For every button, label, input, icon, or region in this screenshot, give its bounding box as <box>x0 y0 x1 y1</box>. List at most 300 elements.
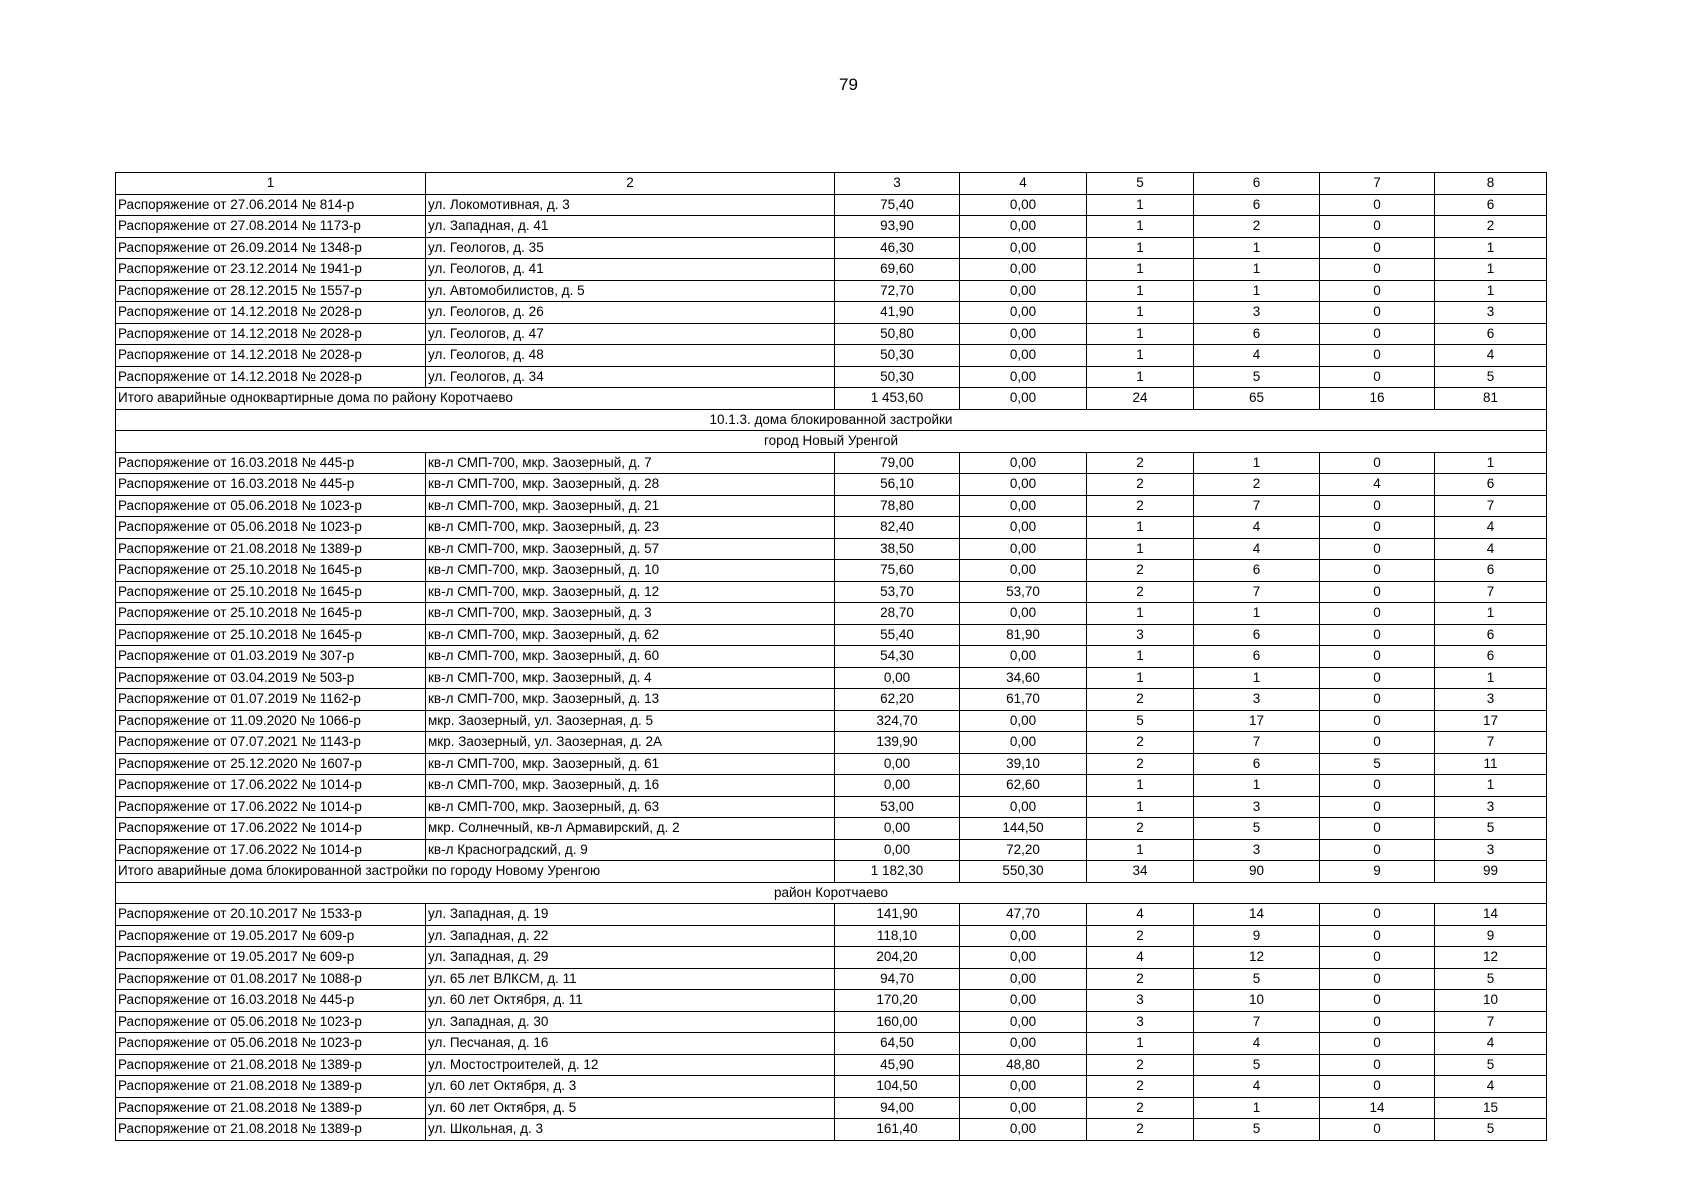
table-cell: ул. Локомотивная, д. 3 <box>426 194 835 216</box>
table-cell: 0,00 <box>960 517 1087 539</box>
total-cell: 34 <box>1087 861 1194 883</box>
table-cell: 0 <box>1320 1076 1435 1098</box>
table-row <box>116 646 1547 668</box>
table-cell: 5 <box>1320 753 1435 775</box>
table-cell: 1 <box>1194 1097 1320 1119</box>
table-cell: ул. Геологов, д. 34 <box>426 366 835 388</box>
table-cell: Распоряжение от 25.10.2018 № 1645-р <box>116 581 426 603</box>
table-cell: 1 <box>1435 775 1547 797</box>
total-cell: 81 <box>1435 388 1547 410</box>
table-cell: 6 <box>1194 323 1320 345</box>
table-cell: Распоряжение от 16.03.2018 № 445-р <box>116 990 426 1012</box>
table-cell: 75,60 <box>835 560 960 582</box>
table-cell: 7 <box>1194 581 1320 603</box>
table-cell: 6 <box>1435 323 1547 345</box>
total-cell: 65 <box>1194 388 1320 410</box>
total-cell: 24 <box>1087 388 1194 410</box>
total-cell: 9 <box>1320 861 1435 883</box>
table-cell: ул. Западная, д. 30 <box>426 1011 835 1033</box>
table-row <box>116 925 1547 947</box>
table-row <box>116 667 1547 689</box>
table-cell: 45,90 <box>835 1054 960 1076</box>
table-row <box>116 624 1547 646</box>
table-cell: 0 <box>1320 194 1435 216</box>
table-cell: 1 <box>1435 667 1547 689</box>
table-cell: 0 <box>1320 667 1435 689</box>
table-cell: 0,00 <box>960 259 1087 281</box>
table-cell: 6 <box>1435 474 1547 496</box>
table-cell: мкр. Солнечный, кв-л Армавирский, д. 2 <box>426 818 835 840</box>
table-cell: 7 <box>1435 732 1547 754</box>
table-cell: 2 <box>1087 452 1194 474</box>
table-cell: 9 <box>1435 925 1547 947</box>
table-cell: кв-л СМП-700, мкр. Заозерный, д. 12 <box>426 581 835 603</box>
table-cell: 1 <box>1087 603 1194 625</box>
table-cell: 1 <box>1087 538 1194 560</box>
table-cell: 1 <box>1087 667 1194 689</box>
section-heading: 10.1.3. дома блокированной застройки <box>116 409 1547 431</box>
table-cell: 5 <box>1435 968 1547 990</box>
table-row <box>116 1097 1547 1119</box>
table-cell: 54,30 <box>835 646 960 668</box>
table-cell: 2 <box>1087 689 1194 711</box>
table-row <box>116 775 1547 797</box>
table-cell: 1 <box>1194 259 1320 281</box>
header-cell: 7 <box>1320 173 1435 195</box>
table-cell: 0,00 <box>960 1033 1087 1055</box>
table-cell: Распоряжение от 17.06.2022 № 1014-р <box>116 818 426 840</box>
page-number: 79 <box>839 75 858 94</box>
table-cell: 55,40 <box>835 624 960 646</box>
table-row <box>116 452 1547 474</box>
table-cell: 4 <box>1087 904 1194 926</box>
table-cell: 0 <box>1320 818 1435 840</box>
table-cell: Распоряжение от 05.06.2018 № 1023-р <box>116 495 426 517</box>
table-cell: ул. 60 лет Октября, д. 11 <box>426 990 835 1012</box>
table-cell: 39,10 <box>960 753 1087 775</box>
table-cell: 53,70 <box>960 581 1087 603</box>
table-row <box>116 1076 1547 1098</box>
table-row <box>116 259 1547 281</box>
table-cell: 2 <box>1435 216 1547 238</box>
table-cell: 0 <box>1320 452 1435 474</box>
table-row <box>116 280 1547 302</box>
table-row <box>116 560 1547 582</box>
table-cell: 1 <box>1194 280 1320 302</box>
table-cell: 7 <box>1435 1011 1547 1033</box>
table-cell: 0 <box>1320 710 1435 732</box>
header-cell: 6 <box>1194 173 1320 195</box>
table-cell: 2 <box>1087 925 1194 947</box>
table-row <box>116 495 1547 517</box>
table-cell: Распоряжение от 01.08.2017 № 1088-р <box>116 968 426 990</box>
table-cell: 0 <box>1320 732 1435 754</box>
table-cell: 0,00 <box>960 538 1087 560</box>
table-cell: ул. Геологов, д. 26 <box>426 302 835 324</box>
table-cell: 1 <box>1087 280 1194 302</box>
table-row <box>116 732 1547 754</box>
table-cell: 0 <box>1320 216 1435 238</box>
table-cell: 0 <box>1320 366 1435 388</box>
table-cell: 7 <box>1435 581 1547 603</box>
table-cell: 9 <box>1194 925 1320 947</box>
table-cell: Распоряжение от 21.08.2018 № 1389-р <box>116 1054 426 1076</box>
table-cell: 4 <box>1194 1033 1320 1055</box>
table-cell: 3 <box>1087 990 1194 1012</box>
header-cell: 3 <box>835 173 960 195</box>
table-cell: 0 <box>1320 538 1435 560</box>
table-cell: Распоряжение от 05.06.2018 № 1023-р <box>116 1033 426 1055</box>
table-cell: 3 <box>1435 839 1547 861</box>
table-cell: Распоряжение от 19.05.2017 № 609-р <box>116 925 426 947</box>
table-cell: 46,30 <box>835 237 960 259</box>
table-cell: 3 <box>1435 689 1547 711</box>
table-cell: ул. 60 лет Октября, д. 3 <box>426 1076 835 1098</box>
table-cell: 1 <box>1087 1033 1194 1055</box>
table-row <box>116 947 1547 969</box>
table-cell: Распоряжение от 21.08.2018 № 1389-р <box>116 1097 426 1119</box>
table-cell: 4 <box>1194 538 1320 560</box>
table-cell: кв-л СМП-700, мкр. Заозерный, д. 21 <box>426 495 835 517</box>
table-cell: Распоряжение от 17.06.2022 № 1014-р <box>116 839 426 861</box>
table-cell: 5 <box>1194 968 1320 990</box>
table-cell: 5 <box>1194 1054 1320 1076</box>
table-cell: 4 <box>1087 947 1194 969</box>
table-cell: 7 <box>1435 495 1547 517</box>
table-cell: 0 <box>1320 968 1435 990</box>
table-cell: 1 <box>1087 775 1194 797</box>
table-cell: 0,00 <box>960 990 1087 1012</box>
table-cell: 3 <box>1435 796 1547 818</box>
table-cell: Распоряжение от 16.03.2018 № 445-р <box>116 452 426 474</box>
table-cell: 12 <box>1435 947 1547 969</box>
table-cell: 0 <box>1320 345 1435 367</box>
table-cell: 0,00 <box>960 474 1087 496</box>
table-cell: 1 <box>1087 366 1194 388</box>
table-cell: 1 <box>1087 216 1194 238</box>
table-cell: 6 <box>1194 624 1320 646</box>
table-row <box>116 603 1547 625</box>
table-cell: 79,00 <box>835 452 960 474</box>
table-cell: 6 <box>1435 560 1547 582</box>
table-row <box>116 990 1547 1012</box>
table-cell: мкр. Заозерный, ул. Заозерная, д. 5 <box>426 710 835 732</box>
table-cell: 10 <box>1194 990 1320 1012</box>
table-cell: 1 <box>1087 259 1194 281</box>
table-cell: Распоряжение от 25.10.2018 № 1645-р <box>116 560 426 582</box>
header-cell: 5 <box>1087 173 1194 195</box>
table-cell: 2 <box>1087 753 1194 775</box>
table-cell: 5 <box>1194 366 1320 388</box>
table-cell: 0 <box>1320 839 1435 861</box>
table-cell: 1 <box>1194 667 1320 689</box>
table-cell: 4 <box>1194 345 1320 367</box>
table-cell: 69,60 <box>835 259 960 281</box>
table-cell: 41,90 <box>835 302 960 324</box>
table-cell: 2 <box>1087 560 1194 582</box>
table-cell: 53,00 <box>835 796 960 818</box>
table-cell: 10 <box>1435 990 1547 1012</box>
table-cell: 0 <box>1320 302 1435 324</box>
table-cell: 0 <box>1320 323 1435 345</box>
table-row <box>116 323 1547 345</box>
table-cell: 0,00 <box>960 1011 1087 1033</box>
table-cell: 3 <box>1194 796 1320 818</box>
table-cell: 0,00 <box>960 216 1087 238</box>
table-cell: 118,10 <box>835 925 960 947</box>
table-cell: 62,20 <box>835 689 960 711</box>
table-cell: 2 <box>1087 818 1194 840</box>
total-cell: 99 <box>1435 861 1547 883</box>
table-cell: 1 <box>1435 452 1547 474</box>
header-cell: 8 <box>1435 173 1547 195</box>
table-cell: 0,00 <box>960 603 1087 625</box>
table-cell: 17 <box>1194 710 1320 732</box>
table-cell: 7 <box>1194 732 1320 754</box>
table-cell: 1 <box>1435 280 1547 302</box>
table-cell: 72,70 <box>835 280 960 302</box>
table-cell: 1 <box>1087 646 1194 668</box>
table-cell: 53,70 <box>835 581 960 603</box>
table-cell: 4 <box>1435 517 1547 539</box>
table-cell: 4 <box>1435 345 1547 367</box>
table-cell: 62,60 <box>960 775 1087 797</box>
table-cell: ул. Геологов, д. 35 <box>426 237 835 259</box>
total-row <box>116 388 1547 410</box>
table-cell: 2 <box>1087 474 1194 496</box>
table-cell: 2 <box>1087 968 1194 990</box>
table-row <box>116 796 1547 818</box>
table-cell: 0 <box>1320 990 1435 1012</box>
table-cell: 48,80 <box>960 1054 1087 1076</box>
table-cell: ул. Западная, д. 19 <box>426 904 835 926</box>
table-cell: 160,00 <box>835 1011 960 1033</box>
table-cell: 78,80 <box>835 495 960 517</box>
table-row <box>116 1011 1547 1033</box>
table-cell: 0,00 <box>960 302 1087 324</box>
table-row <box>116 517 1547 539</box>
table-cell: 0,00 <box>960 345 1087 367</box>
table-cell: ул. Автомобилистов, д. 5 <box>426 280 835 302</box>
table-cell: кв-л СМП-700, мкр. Заозерный, д. 7 <box>426 452 835 474</box>
header-row <box>116 173 1547 195</box>
table-cell: Распоряжение от 01.03.2019 № 307-р <box>116 646 426 668</box>
table-cell: 139,90 <box>835 732 960 754</box>
table-row <box>116 710 1547 732</box>
total-row <box>116 861 1547 883</box>
table-cell: Распоряжение от 03.04.2019 № 503-р <box>116 667 426 689</box>
table-cell: кв-л СМП-700, мкр. Заозерный, д. 60 <box>426 646 835 668</box>
table-cell: 324,70 <box>835 710 960 732</box>
table-cell: 38,50 <box>835 538 960 560</box>
table-cell: 0,00 <box>960 495 1087 517</box>
table-cell: 14 <box>1435 904 1547 926</box>
total-cell: 550,30 <box>960 861 1087 883</box>
table-cell: 1 <box>1194 237 1320 259</box>
table-cell: 0 <box>1320 1119 1435 1141</box>
table-cell: 0 <box>1320 581 1435 603</box>
section-heading: город Новый Уренгой <box>116 431 1547 453</box>
table-cell: 1 <box>1087 796 1194 818</box>
table-cell: 0 <box>1320 560 1435 582</box>
table-cell: 7 <box>1194 1011 1320 1033</box>
table-cell: 0 <box>1320 646 1435 668</box>
table-cell: кв-л СМП-700, мкр. Заозерный, д. 57 <box>426 538 835 560</box>
table-cell: 6 <box>1194 753 1320 775</box>
table-cell: 0 <box>1320 904 1435 926</box>
table-cell: 1 <box>1087 517 1194 539</box>
table-cell: Распоряжение от 14.12.2018 № 2028-р <box>116 366 426 388</box>
table-cell: 1 <box>1435 259 1547 281</box>
table-cell: 1 <box>1435 603 1547 625</box>
table-cell: 1 <box>1194 452 1320 474</box>
table-cell: ул. Западная, д. 29 <box>426 947 835 969</box>
table-cell: Распоряжение от 19.05.2017 № 609-р <box>116 947 426 969</box>
table-row <box>116 818 1547 840</box>
table-cell: 0,00 <box>960 452 1087 474</box>
table-cell: 1 <box>1087 323 1194 345</box>
table-cell: 1 <box>1087 345 1194 367</box>
table-cell: 93,90 <box>835 216 960 238</box>
table-cell: кв-л СМП-700, мкр. Заозерный, д. 4 <box>426 667 835 689</box>
table-cell: 1 <box>1194 775 1320 797</box>
table-cell: кв-л СМП-700, мкр. Заозерный, д. 13 <box>426 689 835 711</box>
table-cell: 0 <box>1320 1011 1435 1033</box>
table-cell: 1 <box>1194 603 1320 625</box>
section-row <box>116 882 1547 904</box>
table-cell: Распоряжение от 21.08.2018 № 1389-р <box>116 538 426 560</box>
table-cell: 75,40 <box>835 194 960 216</box>
table-row <box>116 237 1547 259</box>
table-cell: кв-л СМП-700, мкр. Заозерный, д. 62 <box>426 624 835 646</box>
table-cell: Распоряжение от 21.08.2018 № 1389-р <box>116 1119 426 1141</box>
table-cell: 0,00 <box>835 818 960 840</box>
total-cell: 1 182,30 <box>835 861 960 883</box>
table-row <box>116 839 1547 861</box>
table-cell: 0 <box>1320 495 1435 517</box>
section-heading: район Коротчаево <box>116 882 1547 904</box>
table-cell: кв-л СМП-700, мкр. Заозерный, д. 63 <box>426 796 835 818</box>
table-cell: ул. Геологов, д. 41 <box>426 259 835 281</box>
table-row <box>116 194 1547 216</box>
table-cell: 3 <box>1194 839 1320 861</box>
table-cell: 2 <box>1087 581 1194 603</box>
table-cell: ул. Западная, д. 22 <box>426 925 835 947</box>
table-cell: ул. Геологов, д. 48 <box>426 345 835 367</box>
table-row <box>116 689 1547 711</box>
table-row <box>116 581 1547 603</box>
table-cell: 4 <box>1194 1076 1320 1098</box>
table-cell: 2 <box>1087 1076 1194 1098</box>
table-cell: 94,00 <box>835 1097 960 1119</box>
table-cell: ул. Песчаная, д. 16 <box>426 1033 835 1055</box>
table-cell: Распоряжение от 25.12.2020 № 1607-р <box>116 753 426 775</box>
table-cell: 0 <box>1320 947 1435 969</box>
table-cell: 56,10 <box>835 474 960 496</box>
table-cell: 50,30 <box>835 366 960 388</box>
table-cell: 15 <box>1435 1097 1547 1119</box>
table-cell: 5 <box>1435 1054 1547 1076</box>
table-cell: 2 <box>1194 474 1320 496</box>
table-row <box>116 216 1547 238</box>
table-cell: 0 <box>1320 624 1435 646</box>
table-cell: Распоряжение от 14.12.2018 № 2028-р <box>116 302 426 324</box>
table-cell: 4 <box>1435 538 1547 560</box>
table-cell: Распоряжение от 16.03.2018 № 445-р <box>116 474 426 496</box>
table-cell: 104,50 <box>835 1076 960 1098</box>
table-cell: 2 <box>1087 1097 1194 1119</box>
table-cell: 5 <box>1435 366 1547 388</box>
table-cell: Распоряжение от 01.07.2019 № 1162-р <box>116 689 426 711</box>
table-cell: Распоряжение от 28.12.2015 № 1557-р <box>116 280 426 302</box>
table-cell: Распоряжение от 27.08.2014 № 1173-р <box>116 216 426 238</box>
table-cell: 0,00 <box>960 237 1087 259</box>
table-cell: 0,00 <box>960 732 1087 754</box>
header-cell: 4 <box>960 173 1087 195</box>
table-cell: 5 <box>1194 818 1320 840</box>
table-cell: 2 <box>1087 1054 1194 1076</box>
table-cell: 5 <box>1194 1119 1320 1141</box>
table-cell: 0 <box>1320 775 1435 797</box>
table-cell: 3 <box>1435 302 1547 324</box>
table-cell: 0,00 <box>960 796 1087 818</box>
table-cell: 2 <box>1087 732 1194 754</box>
table-cell: 14 <box>1320 1097 1435 1119</box>
table-cell: 5 <box>1087 710 1194 732</box>
table-cell: ул. 60 лет Октября, д. 5 <box>426 1097 835 1119</box>
table-cell: 0,00 <box>835 667 960 689</box>
table-cell: 82,40 <box>835 517 960 539</box>
table-cell: кв-л СМП-700, мкр. Заозерный, д. 28 <box>426 474 835 496</box>
table-cell: 28,70 <box>835 603 960 625</box>
table-cell: 170,20 <box>835 990 960 1012</box>
table-cell: 61,70 <box>960 689 1087 711</box>
table-cell: 3 <box>1087 624 1194 646</box>
table-cell: 6 <box>1435 646 1547 668</box>
table-cell: 17 <box>1435 710 1547 732</box>
table-cell: 72,20 <box>960 839 1087 861</box>
table-cell: 34,60 <box>960 667 1087 689</box>
housing-table <box>115 172 1547 1141</box>
table-cell: 5 <box>1435 818 1547 840</box>
table-cell: 4 <box>1320 474 1435 496</box>
table-cell: 6 <box>1435 624 1547 646</box>
table-cell: 1 <box>1087 302 1194 324</box>
table-cell: 144,50 <box>960 818 1087 840</box>
table-cell: кв-л СМП-700, мкр. Заозерный, д. 23 <box>426 517 835 539</box>
table-cell: 0,00 <box>960 925 1087 947</box>
table-cell: 0,00 <box>960 280 1087 302</box>
table-cell: кв-л СМП-700, мкр. Заозерный, д. 16 <box>426 775 835 797</box>
table-cell: кв-л СМП-700, мкр. Заозерный, д. 3 <box>426 603 835 625</box>
table-cell: 0,00 <box>960 710 1087 732</box>
table-cell: 6 <box>1194 646 1320 668</box>
table-cell: ул. 65 лет ВЛКСМ, д. 11 <box>426 968 835 990</box>
table-body <box>116 194 1547 1140</box>
table-cell: 0,00 <box>960 1076 1087 1098</box>
table-cell: 1 <box>1087 194 1194 216</box>
table-cell: 0 <box>1320 259 1435 281</box>
table-row <box>116 968 1547 990</box>
table-cell: 2 <box>1087 495 1194 517</box>
total-cell: 90 <box>1194 861 1320 883</box>
table-cell: Распоряжение от 14.12.2018 № 2028-р <box>116 345 426 367</box>
section-row <box>116 431 1547 453</box>
table-cell: Распоряжение от 27.06.2014 № 814-р <box>116 194 426 216</box>
table-cell: Распоряжение от 26.09.2014 № 1348-р <box>116 237 426 259</box>
table-cell: кв-л СМП-700, мкр. Заозерный, д. 61 <box>426 753 835 775</box>
table-cell: 4 <box>1435 1076 1547 1098</box>
